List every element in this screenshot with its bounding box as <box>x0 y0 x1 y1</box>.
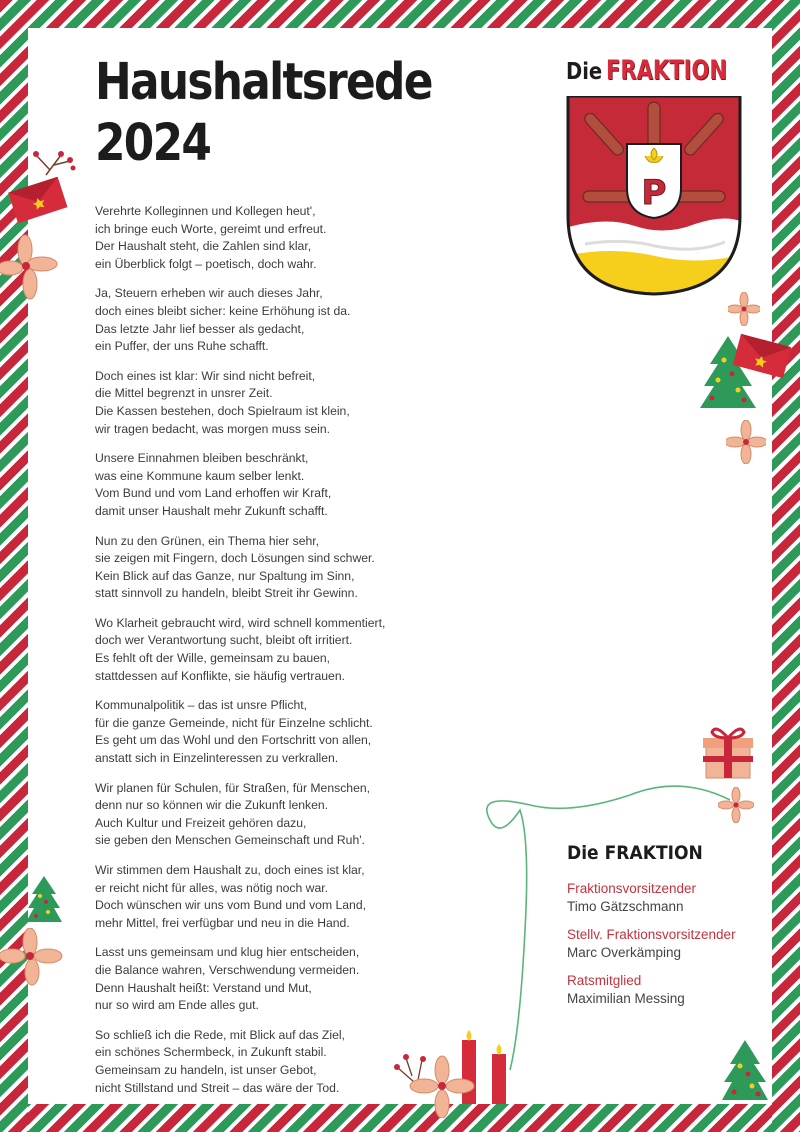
poem-line: für die ganze Gemeinde, nicht für Einzelne schlicht. <box>95 715 373 730</box>
poem-stanza <box>95 203 435 273</box>
envelope-icon <box>6 145 86 225</box>
poem-stanza <box>95 1027 435 1097</box>
poem-line: Denn Haushalt heißt: Verstand und Mut, <box>95 980 312 995</box>
poem-stanza <box>95 944 435 1014</box>
poem-line: statt sinnvoll zu handeln, bleibt Streit ihr Gewinn. <box>95 586 358 601</box>
poem-line: mehr Mittel, frei verfügbar und neu in die Hand. <box>95 915 350 930</box>
poem-stanza <box>95 368 435 438</box>
poem-line: er reicht nicht für alles, was nötig noch war. <box>95 880 329 895</box>
poem-line: Auch Kultur und Freizeit gehören dazu, <box>95 815 307 830</box>
logo-die-text: Die <box>566 59 603 85</box>
poem-line: damit unser Haushalt mehr Zukunft schafft. <box>95 503 328 518</box>
poem-line: Es geht um das Wohl und den Fortschritt von allen, <box>95 733 372 748</box>
candles-icon <box>392 1028 522 1118</box>
party-logo <box>566 55 761 95</box>
poem-line: Wo Klarheit gebraucht wird, wird schnell kommentiert, <box>95 615 386 630</box>
poem-line: Nun zu den Grünen, ein Thema hier sehr, <box>95 533 320 548</box>
gift-box-icon <box>700 722 756 782</box>
member-role: Fraktionsvorsitzender <box>567 881 697 896</box>
poem-line: wir tragen bedacht, was morgen muss sein. <box>95 421 331 436</box>
logo-fraktion-text: FRAKTION <box>606 55 727 86</box>
poem-line: doch eines bleibt sicher: keine Erhöhung ist da. <box>95 303 351 318</box>
poem-line: Vom Bund und vom Land erhoffen wir Kraft, <box>95 486 332 501</box>
sidebar-title: Die FRAKTION <box>567 842 703 864</box>
poem-stanza <box>95 285 435 355</box>
poinsettia-icon <box>0 232 60 302</box>
poem-stanza <box>95 862 435 932</box>
poem-line: Kein Blick auf das Ganze, nur Spaltung im Sinn, <box>95 568 355 583</box>
poem-stanza <box>95 697 435 767</box>
poem-line: Kommunalpolitik – das ist unsre Pflicht, <box>95 698 308 713</box>
poem-line: So schließ ich die Rede, mit Blick auf das Ziel, <box>95 1027 345 1042</box>
poem-line: nicht Stillstand und Streit – das wäre der Tod. <box>95 1080 340 1095</box>
flower-icon <box>728 292 760 326</box>
poem-line: was eine Kommune kaum selber lenkt. <box>95 468 305 483</box>
poinsettia-icon <box>0 928 64 986</box>
poem-line: Die Kassen bestehen, doch Spielraum ist klein, <box>95 403 350 418</box>
poem-line: anstatt sich in Einzelinteressen zu verkrallen. <box>95 751 339 766</box>
title-line-1: Haushaltsrede <box>95 53 432 112</box>
border-top <box>0 0 800 28</box>
christmas-tree-icon <box>700 330 792 414</box>
poem-line: stattdessen auf Konflikte, sie häufig vertrauen. <box>95 668 345 683</box>
poem-stanza <box>95 450 435 520</box>
member-role: Stellv. Fraktionsvorsitzender <box>567 927 736 942</box>
poem-line: sie geben den Menschen Gemeinschaft und Ruh'. <box>95 833 365 848</box>
page-title <box>95 52 432 174</box>
poem-line: Unsere Einnahmen bleiben beschränkt, <box>95 451 309 466</box>
member-name: Maximilian Messing <box>567 991 685 1006</box>
poem-line: Der Haushalt steht, die Zahlen sind klar, <box>95 239 312 254</box>
poem-line: ein Puffer, der uns Ruhe schafft. <box>95 339 269 354</box>
border-right <box>772 0 800 1132</box>
poem-stanza <box>95 615 435 685</box>
poem-line: Ja, Steuern erheben wir auch dieses Jahr, <box>95 286 323 301</box>
poem-stanza <box>95 533 435 603</box>
poem-stanza <box>95 780 435 850</box>
poem-line: ich bringe euch Worte, gereimt und erfreut. <box>95 221 327 236</box>
poem-line: nur so wird am Ende alles gut. <box>95 998 259 1013</box>
poem-line: denn nur so können wir die Zukunft lenken. <box>95 798 329 813</box>
poem-line: sie zeigen mit Fingern, doch Lösungen sind schwer. <box>95 551 375 566</box>
christmas-tree-icon <box>722 1038 768 1102</box>
flower-icon <box>718 787 754 823</box>
poem-line: Wir stimmen dem Haushalt zu, doch eines ist klar, <box>95 863 365 877</box>
poem-body <box>95 203 435 1109</box>
title-line-2: 2024 <box>95 114 211 173</box>
member-role: Ratsmitglied <box>567 973 642 988</box>
poem-line: ein Überblick folgt – poetisch, doch wahr. <box>95 256 317 271</box>
poem-line: ein schönes Schermbeck, in Zukunft stabil. <box>95 1045 327 1060</box>
coat-of-arms-icon <box>565 96 743 296</box>
poem-line: doch wer Verantwortung sucht, bleibt oft irritiert. <box>95 633 353 648</box>
member-name: Timo Gätzschmann <box>567 899 684 914</box>
christmas-tree-icon <box>26 874 62 924</box>
poem-line: Gemeinsam zu handeln, ist unser Gebot, <box>95 1062 317 1077</box>
flower-icon <box>726 420 766 464</box>
poem-line: Verehrte Kolleginnen und Kollegen heut', <box>95 204 316 218</box>
poem-line: Doch eines ist klar: Wir sind nicht befreit, <box>95 368 316 383</box>
poem-line: die Balance wahren, Verschwendung vermeiden. <box>95 962 360 977</box>
poem-line: Doch wünschen wir uns vom Bund und vom Land, <box>95 898 366 913</box>
poem-line: Wir planen für Schulen, für Straßen, für Menschen, <box>95 780 371 795</box>
poem-line: die Mittel begrenzt in unsrer Zeit. <box>95 386 273 401</box>
crest-letter: P <box>641 173 667 213</box>
poem-line: Lasst uns gemeinsam und klug hier entscheiden, <box>95 945 360 960</box>
poem-line: Es fehlt oft der Wille, gemeinsam zu bauen, <box>95 651 331 666</box>
poem-line: Das letzte Jahr lief besser als gedacht, <box>95 321 305 336</box>
member-name: Marc Overkämping <box>567 945 682 960</box>
